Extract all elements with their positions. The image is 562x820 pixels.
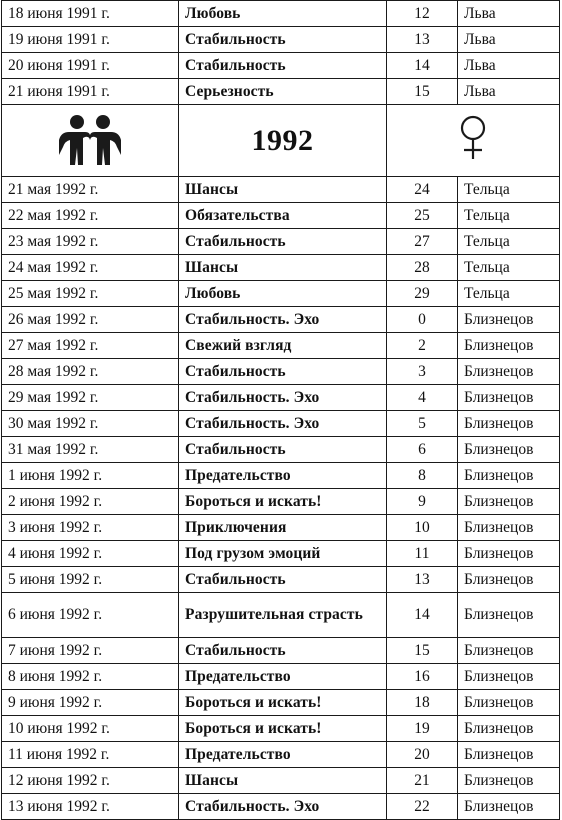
number-cell: 6 — [387, 437, 458, 463]
event-cell: Любовь — [179, 1, 387, 27]
table-row — [2, 255, 560, 281]
event-cell: Под грузом эмоций — [179, 541, 387, 567]
number-cell: 21 — [387, 768, 458, 794]
number-cell: 13 — [387, 567, 458, 593]
number-cell: 24 — [387, 177, 458, 203]
table-row — [2, 638, 560, 664]
rows-1992 — [2, 177, 560, 820]
event-cell: Бороться и искать! — [179, 716, 387, 742]
date-cell: 28 мая 1992 г. — [2, 359, 179, 385]
number-cell: 0 — [387, 307, 458, 333]
event-cell: Стабильность. Эхо — [179, 307, 387, 333]
date-cell: 9 июня 1992 г. — [2, 690, 179, 716]
event-cell: Стабильность — [179, 229, 387, 255]
date-cell: 31 мая 1992 г. — [2, 437, 179, 463]
sign-cell: Близнецов — [458, 489, 560, 515]
date-cell: 22 мая 1992 г. — [2, 203, 179, 229]
sign-cell: Близнецов — [458, 593, 560, 638]
number-cell: 4 — [387, 385, 458, 411]
date-cell: 18 июня 1991 г. — [2, 1, 179, 27]
sign-cell: Близнецов — [458, 359, 560, 385]
sign-cell: Близнецов — [458, 690, 560, 716]
date-cell: 12 июня 1992 г. — [2, 768, 179, 794]
sign-cell: Льва — [458, 1, 560, 27]
twins-figures-icon — [2, 105, 179, 177]
event-cell: Шансы — [179, 255, 387, 281]
table-row — [2, 385, 560, 411]
event-cell: Свежий взгляд — [179, 333, 387, 359]
sign-cell: Близнецов — [458, 638, 560, 664]
number-cell: 20 — [387, 742, 458, 768]
date-cell: 25 мая 1992 г. — [2, 281, 179, 307]
venus-symbol-cell — [387, 105, 560, 177]
sign-cell: Тельца — [458, 229, 560, 255]
number-cell: 28 — [387, 255, 458, 281]
date-cell: 3 июня 1992 г. — [2, 515, 179, 541]
astrology-date-table — [1, 0, 560, 820]
table-row — [2, 515, 560, 541]
table-row — [2, 437, 560, 463]
sign-cell: Близнецов — [458, 411, 560, 437]
table-row — [2, 664, 560, 690]
event-cell: Шансы — [179, 768, 387, 794]
date-cell: 21 июня 1991 г. — [2, 79, 179, 105]
sign-cell: Близнецов — [458, 567, 560, 593]
table-row — [2, 489, 560, 515]
sign-cell: Близнецов — [458, 541, 560, 567]
number-cell: 14 — [387, 53, 458, 79]
event-cell: Стабильность — [179, 53, 387, 79]
table-row — [2, 359, 560, 385]
sign-cell: Тельца — [458, 255, 560, 281]
sign-cell: Тельца — [458, 281, 560, 307]
event-cell: Предательство — [179, 463, 387, 489]
event-cell: Стабильность — [179, 567, 387, 593]
number-cell: 15 — [387, 79, 458, 105]
number-cell: 27 — [387, 229, 458, 255]
table-row — [2, 79, 560, 105]
event-cell: Стабильность. Эхо — [179, 385, 387, 411]
event-cell: Стабильность. Эхо — [179, 411, 387, 437]
number-cell: 22 — [387, 794, 458, 820]
sign-cell: Близнецов — [458, 463, 560, 489]
date-cell: 29 мая 1992 г. — [2, 385, 179, 411]
sign-cell: Льва — [458, 79, 560, 105]
date-cell: 19 июня 1991 г. — [2, 27, 179, 53]
table-row — [2, 333, 560, 359]
date-cell: 2 июня 1992 г. — [2, 489, 179, 515]
year-title: 1992 — [179, 105, 387, 177]
date-cell: 6 июня 1992 г. — [2, 593, 179, 638]
table-row — [2, 690, 560, 716]
number-cell: 29 — [387, 281, 458, 307]
event-cell: Предательство — [179, 742, 387, 768]
date-cell: 20 июня 1991 г. — [2, 53, 179, 79]
rows-1991 — [2, 1, 560, 105]
number-cell: 8 — [387, 463, 458, 489]
number-cell: 3 — [387, 359, 458, 385]
number-cell: 25 — [387, 203, 458, 229]
date-cell: 5 июня 1992 г. — [2, 567, 179, 593]
sign-cell: Тельца — [458, 203, 560, 229]
number-cell: 19 — [387, 716, 458, 742]
event-cell: Предательство — [179, 664, 387, 690]
date-cell: 10 июня 1992 г. — [2, 716, 179, 742]
year-header-section — [2, 105, 560, 177]
table-row — [2, 229, 560, 255]
number-cell: 10 — [387, 515, 458, 541]
sign-cell: Льва — [458, 53, 560, 79]
sign-cell: Близнецов — [458, 515, 560, 541]
sign-cell: Близнецов — [458, 742, 560, 768]
date-cell: 8 июня 1992 г. — [2, 664, 179, 690]
event-cell: Стабильность — [179, 638, 387, 664]
event-cell: Стабильность — [179, 359, 387, 385]
date-cell: 21 мая 1992 г. — [2, 177, 179, 203]
date-cell: 30 мая 1992 г. — [2, 411, 179, 437]
table-row — [2, 463, 560, 489]
event-cell: Разрушительная страсть — [179, 593, 387, 638]
number-cell: 12 — [387, 1, 458, 27]
sign-cell: Близнецов — [458, 437, 560, 463]
table-row — [2, 203, 560, 229]
date-cell: 24 мая 1992 г. — [2, 255, 179, 281]
sign-cell: Тельца — [458, 177, 560, 203]
sign-cell: Льва — [458, 27, 560, 53]
table-row — [2, 307, 560, 333]
table-row — [2, 27, 560, 53]
date-cell: 23 мая 1992 г. — [2, 229, 179, 255]
date-cell: 13 июня 1992 г. — [2, 794, 179, 820]
table-row — [2, 567, 560, 593]
table-row — [2, 716, 560, 742]
number-cell: 2 — [387, 333, 458, 359]
date-cell: 27 мая 1992 г. — [2, 333, 179, 359]
number-cell: 13 — [387, 27, 458, 53]
table-row — [2, 593, 560, 638]
venus-symbol-icon — [456, 113, 490, 163]
event-cell: Приключения — [179, 515, 387, 541]
event-cell: Стабильность. Эхо — [179, 794, 387, 820]
event-cell: Серьезность — [179, 79, 387, 105]
number-cell: 15 — [387, 638, 458, 664]
sign-cell: Близнецов — [458, 716, 560, 742]
year-header-row — [2, 105, 560, 177]
sign-cell: Близнецов — [458, 768, 560, 794]
date-cell: 7 июня 1992 г. — [2, 638, 179, 664]
event-cell: Стабильность — [179, 437, 387, 463]
number-cell: 18 — [387, 690, 458, 716]
table-row — [2, 411, 560, 437]
sign-cell: Близнецов — [458, 794, 560, 820]
number-cell: 5 — [387, 411, 458, 437]
sign-cell: Близнецов — [458, 307, 560, 333]
date-cell: 11 июня 1992 г. — [2, 742, 179, 768]
sign-cell: Близнецов — [458, 664, 560, 690]
table-row — [2, 281, 560, 307]
event-cell: Любовь — [179, 281, 387, 307]
table-row — [2, 1, 560, 27]
event-cell: Бороться и искать! — [179, 489, 387, 515]
table-row — [2, 53, 560, 79]
event-cell: Стабильность — [179, 27, 387, 53]
number-cell: 16 — [387, 664, 458, 690]
table-row — [2, 177, 560, 203]
table-row — [2, 768, 560, 794]
number-cell: 11 — [387, 541, 458, 567]
number-cell: 14 — [387, 593, 458, 638]
event-cell: Шансы — [179, 177, 387, 203]
sign-cell: Близнецов — [458, 333, 560, 359]
number-cell: 9 — [387, 489, 458, 515]
table-row — [2, 541, 560, 567]
event-cell: Обязательства — [179, 203, 387, 229]
date-cell: 26 мая 1992 г. — [2, 307, 179, 333]
sign-cell: Близнецов — [458, 385, 560, 411]
event-cell: Бороться и искать! — [179, 690, 387, 716]
date-cell: 1 июня 1992 г. — [2, 463, 179, 489]
date-cell: 4 июня 1992 г. — [2, 541, 179, 567]
table-row — [2, 742, 560, 768]
